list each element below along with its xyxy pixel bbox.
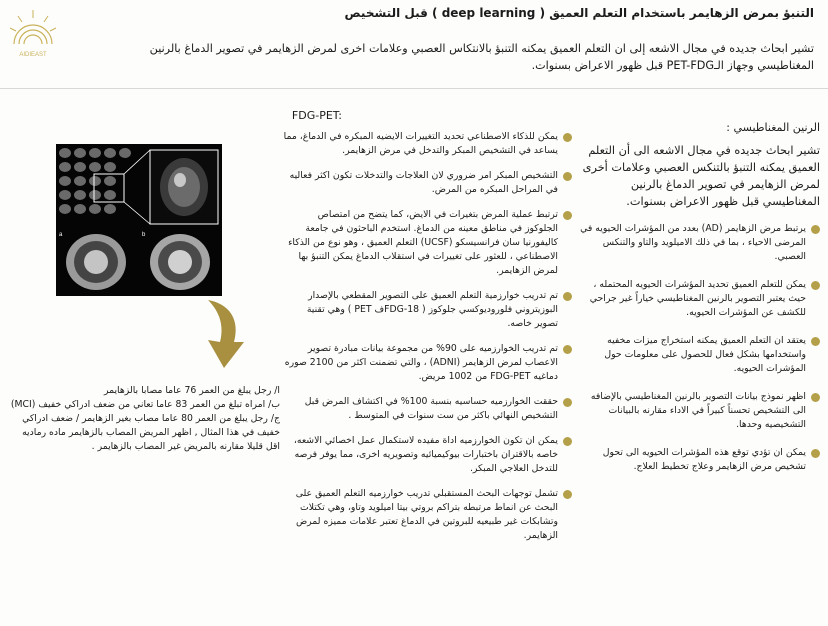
case-descriptions [10, 384, 280, 454]
list-item: يمكن للتعلم العميق تحديد المؤشرات الحيويه المحتمله ، حيث يعتبر التصوير بالرنين المغناطيسي خياراً غير جراحي للكشف عن المؤشرات الحيويه. [580, 278, 820, 320]
bullet-dot-icon [563, 211, 572, 220]
list-item: يعتقد ان التعلم العميق يمكنه استخراج ميزات مخفيه واستخدامها بشكل فعال للحصول على معلومات حول المؤشرات الحيويه. [580, 334, 820, 376]
list-item: اظهر نموذج بيانات التصوير بالرنين المغناطيسي بالإضافه الى التشخيص تحسناً كبيراً في الاداء مقارنه بالبيانات التشخيصيه وحدها. [580, 390, 820, 432]
mri-heading: الرنين المغناطيسي : [726, 121, 820, 134]
list-item: تم تدريب الخوارزميه على 90% من مجموعة بيانات مبادرة تصوير الاعصاب لمرض الزهايمر (ADNI) ، والتي تضمنت اكثر من 2100 صوره دماغيه FDG-PET من 1002 مريض. [282, 342, 572, 384]
list-item: التشخيص المبكر امر ضروري لان العلاجات والتدخلات تكون اكثر فعاليه في المراحل المبكره من المرض. [282, 169, 572, 197]
list-item: حققت الخوارزميه حساسيه بنسبة 100% في اكتشاف المرض قبل التشخيص النهائي باكثر من ست سنوات في المتوسط . [282, 395, 572, 423]
case-b: ب/ امراه تبلغ من العمر 83 عاما تعاني من ضعف ادراكي خفيف (MCI) [10, 399, 280, 410]
mri-column [580, 120, 820, 488]
page-title: التنبؤ بمرض الزهايمر باستخدام التعلم العميق ( deep learning ) قبل التشخيص [344, 6, 814, 20]
bullet-dot-icon [811, 393, 820, 402]
sun-arc-logo-icon [6, 4, 60, 66]
case-a: ا/ رجل يبلغ من العمر 76 عاما مصابا بالزهايمر [103, 385, 280, 396]
list-item: يمكن ان تؤدي توقع هذه المؤشرات الحيويه الى تحول تشخيص مرض الزهايمر وعلاج تخطيط العلاج. [580, 446, 820, 474]
divider [0, 88, 828, 89]
bullet-dot-icon [563, 133, 572, 142]
list-item: ترتبط عملية المرض بتغيرات في الايض، كما يتضح من امتصاص الجلوكوز في مناطق معينه من الدماغ. استخدم الباحثون في جامعة كاليفورنيا سان فرانسيسكو (UCSF) التعلم العميق ، وهو نوع من الذكاء الاصطناعي ، للعثور على تغييرات في استقلاب الدماغ يمكن التنبؤ بها لمرض الزهايمر. [282, 208, 572, 278]
bullet-dot-icon [563, 437, 572, 446]
bullet-dot-icon [811, 449, 820, 458]
bullet-dot-icon [563, 398, 572, 407]
pet-bullets [282, 130, 572, 543]
scan-label-b: b [142, 232, 146, 238]
brain-scan-image [56, 144, 222, 296]
list-item: يمكن ان تكون الخوارزميه اداة مفيده لاستكمال عمل اخصائي الاشعه، خاصه بالاقتران باختبارات بيوكيميائيه وتصويريه اخرى، مما يوفر فرصه للتدخل العلاجي المبكر. [282, 434, 572, 476]
list-item: تم تدريب خوارزمية التعلم العميق على التصوير المقطعي بالإصدار البوزيتروني فلوروديوكسي جلوكوز ( FDG-18ف PET ) وهي تقنية تصوير خاصه. [282, 289, 572, 331]
bullet-dot-icon [811, 281, 820, 290]
bullet-dot-icon [811, 337, 820, 346]
pet-heading: FDG-PET: [291, 109, 342, 122]
bullet-dot-icon [563, 345, 572, 354]
scan-label-a: a [59, 232, 63, 238]
logo-text: AIDIEAST [19, 52, 47, 58]
bullet-dot-icon [811, 225, 820, 234]
list-item: يرتبط مرض الزهايمر (AD) بعدد من المؤشرات الحيويه في المرضى الاحياء ، بما في ذلك الاميلويد والتاو والتنكس العصبي. [580, 222, 820, 264]
case-c: ج/ رجل يبلغ من العمر 80 عاما مصاب بغير الزهايمر / ضعف ادراكي خفيف في هذا المثال , اظهر المريض المصاب بالزهايمر ماده رماديه اقل قليلا مقارنه بالمريض غير المصاب بالزهايمر . [22, 413, 280, 452]
pet-column [282, 108, 572, 554]
mri-lead: تشير ابحاث جديده في مجال الاشعه الى أن التعلم العميق يمكنه التنبؤ بالتنكس العصبي وعلامات أخرى لمرض الزهايمر في تصوير الدماغ بالرنين المغناطيسي قبل ظهور الاعراض بسنوات. [582, 144, 820, 208]
bullet-dot-icon [563, 172, 572, 181]
mri-bullets [580, 222, 820, 474]
list-item: تشمل توجهات البحث المستقبلي تدريب خوارزميه التعلم العميق على البحث عن انماط مرتبطه بتراكم بروتي بيتا اميلويد وتاو، وهي تكتلات وتشابكات غير طبيعيه للبروتين في الدماغ تعتبر علامات مميزه لمرض الزهايمر. [282, 487, 572, 543]
bullet-dot-icon [563, 292, 572, 301]
curved-arrow-icon [190, 298, 250, 370]
intro-paragraph: تشير ابحاث جديده في مجال الاشعه إلى ان التعلم العميق يمكنه التنبؤ بالانتكاس العصبي وعلامات اخرى لمرض الزهايمر في تصوير الدماغ بالرنين المغناطيسي وجهاز الـPET-FDG قبل ظهور الاعراض بسنوات. [149, 42, 814, 72]
bullet-dot-icon [563, 490, 572, 499]
list-item: يمكن للذكاء الاصطناعي تحديد التغييرات الايضيه المبكره في الدماغ، مما يساعد في التشخيص المبكر والتدخل في مرض الزهايمر. [282, 130, 572, 158]
